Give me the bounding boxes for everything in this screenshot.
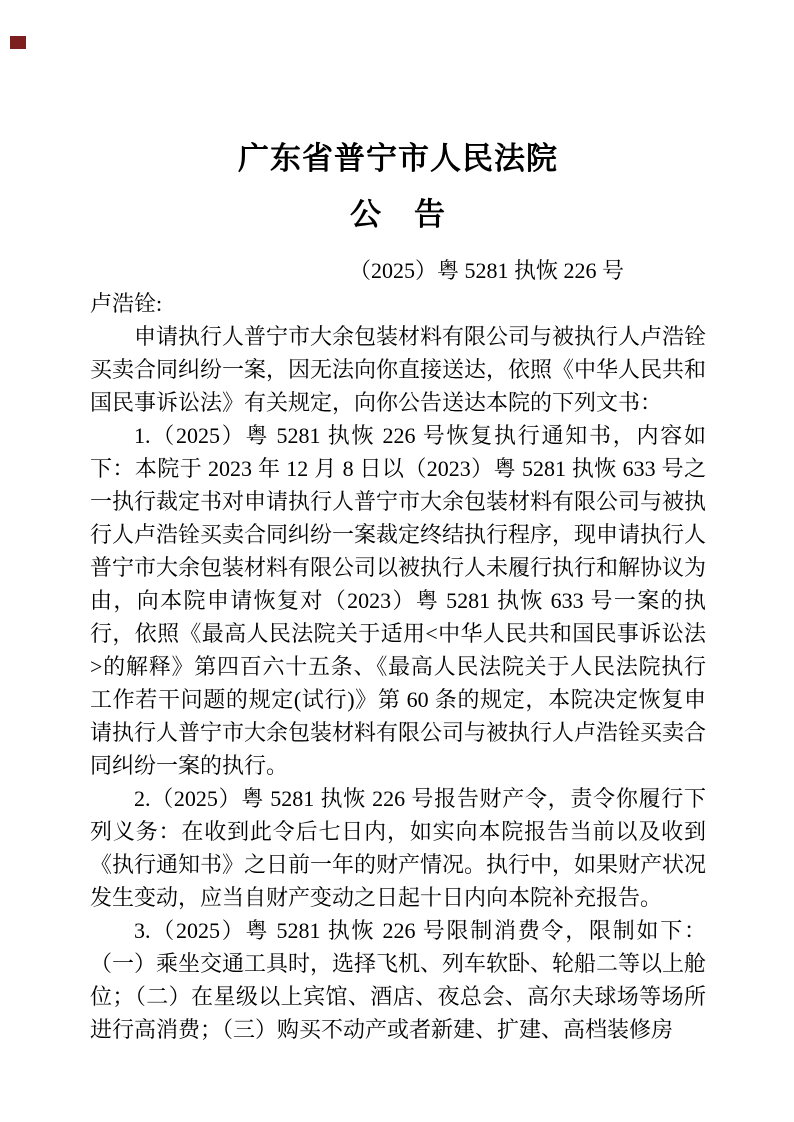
court-name-title: 广东省普宁市人民法院 [238,141,558,176]
item-2-property-report-order: 2.（2025）粤 5281 执恢 226 号报告财产令，责令你履行下列义务：在收到此令后七日内，如实向本院报告当前以及收到《执行通知书》之日前一年的财产情况。执行中，如果财产状况发生变动，应当自财产变动之日起十日内向本院补充报告。 [90,786,707,910]
item-3-consumption-restriction-order: 3.（2025）粤 5281 执恢 226 号限制消费令，限制如下：（一）乘坐交通工具时，选择飞机、列车软卧、轮船二等以上舱位；（二）在星级以上宾馆、酒店、夜总会、高尔夫球场等场所进行高消费；（三）购买不动产或者新建、扩建、高档装修房 [90,918,707,1042]
intro-paragraph: 申请执行人普宁市大余包装材料有限公司与被执行人卢浩铨买卖合同纠纷一案，因无法向你直接送达，依照《中华人民共和国民事诉讼法》有关规定，向你公告送达本院的下列文书： [90,324,707,415]
case-number: （2025）粤 5281 执恢 226 号 [348,258,624,283]
announcement-text [90,320,706,1046]
addressee-name: 卢浩铨: [90,291,163,316]
corner-stamp-mark [10,36,26,49]
announcement-title: 公 告 [350,197,446,232]
item-1-resume-execution-notice: 1.（2025）粤 5281 执恢 226 号恢复执行通知书，内容如下：本院于 2023 年 12 月 8 日以（2023）粤 5281 执恢 633 号之一执行裁定书对申请执行人普宁市大余包装材料有限公司与被执行人卢浩铨买卖合同纠纷一案裁定终结执行程序，现申请执行人普宁市大余包装材料有限公司以被执行人未履行执行和解协议为由，向本院申请恢复对（2023）粤 5281 执恢 633 号一案的执行，依照《最高人民法院关于适用<中华人民共和国民事诉讼法>的解释》第四百六十五条、《最高人民法院关于人民法院执行工作若干问题的规定(试行)》第 60 条的规定，本院决定恢复申请执行人普宁市大余包装材料有限公司与被执行人卢浩铨买卖合同纠纷一案的执行。 [90,423,707,778]
